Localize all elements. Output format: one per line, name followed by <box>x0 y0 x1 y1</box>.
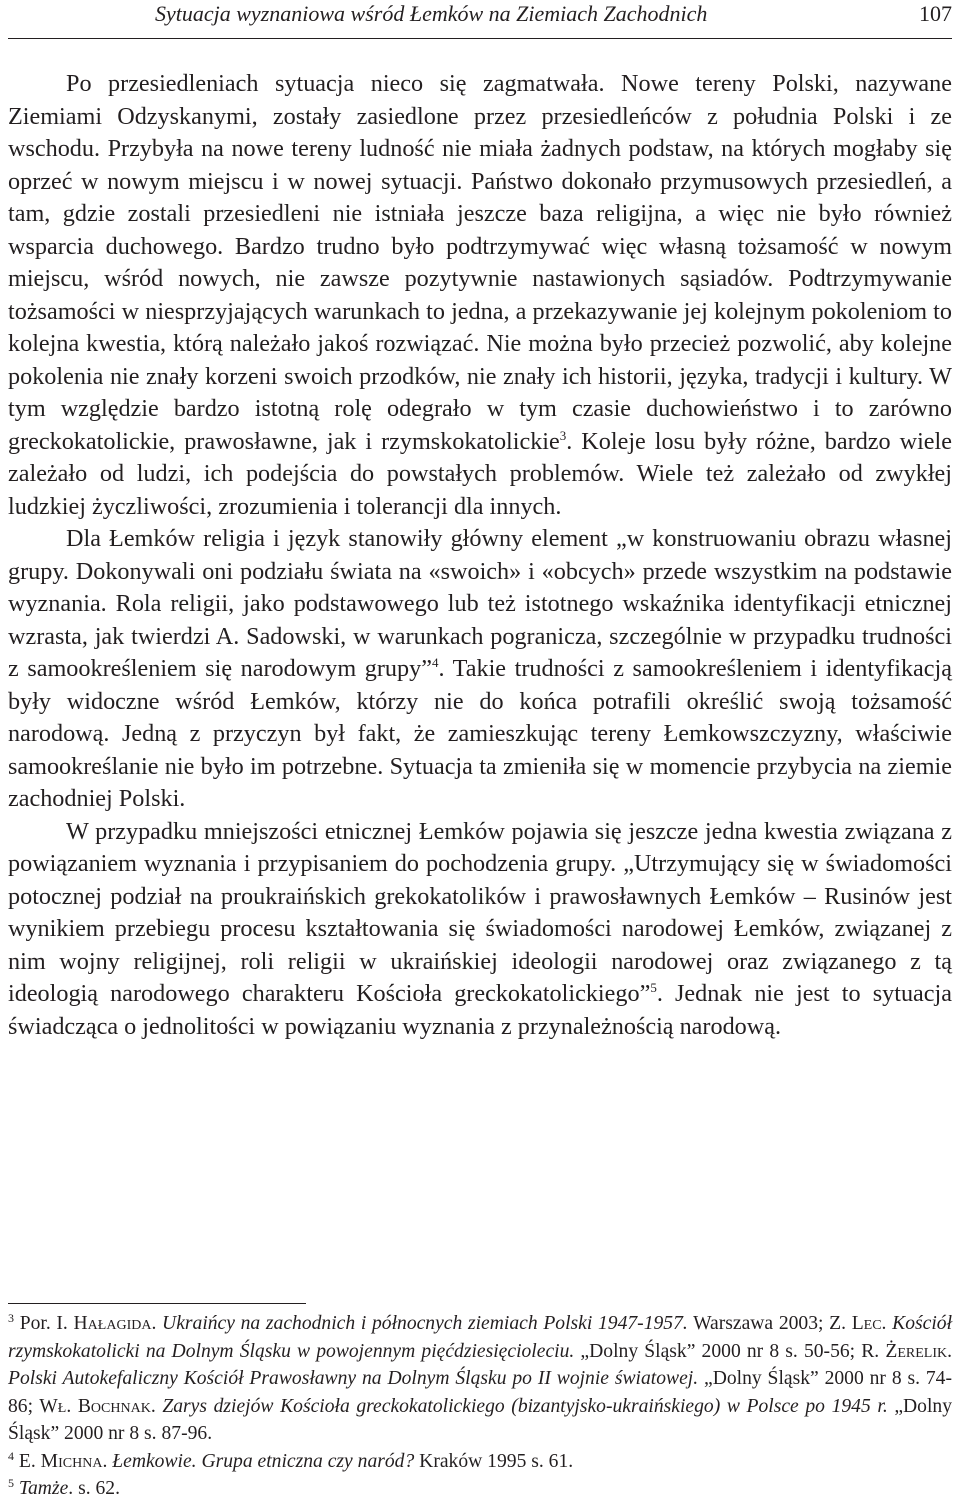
main-text <box>8 68 952 1043</box>
footnote <box>8 1448 952 1476</box>
footnote-text: Por. I. <box>14 1313 74 1334</box>
paragraph <box>8 523 952 816</box>
running-title: Sytuacja wyznaniowa wśród Łemków na Ziemiach Zachodnich <box>155 1 708 26</box>
footnote-number: 3 <box>8 1311 14 1325</box>
footnote <box>8 1475 952 1503</box>
footnote <box>8 1310 952 1448</box>
footnote-text: „Dolny Śląsk” 2000 nr 8 s. 87-96. <box>8 1395 953 1444</box>
paragraph <box>8 816 952 1044</box>
footnote-text: Kraków 1995 s. 61. <box>414 1450 574 1472</box>
work-title: Tamże <box>18 1478 69 1499</box>
author-name: Lec <box>851 1313 882 1334</box>
footnotes <box>8 1310 952 1503</box>
work-title: Łemkowie. Grupa etniczna czy naród? <box>112 1450 415 1472</box>
work-title: Kościół rzymskokatolicki na Dolnym Śląsku w powojennym pięćdziesięcioleciu. <box>8 1313 953 1362</box>
footnote-text: „Dolny Śląsk” 2000 nr 8 s. 50-56; R. <box>574 1340 886 1362</box>
paragraph-text: . Koleje losu były różne, bardzo wiele zależało od ludzi, ich podejścia do powstałych problemów. Wiele też zależało od zwykłej ludzkiej życzliwości, zrozumienia i tolerancji dla innych. <box>8 427 952 520</box>
paragraph-text: W przypadku mniejszości etnicznej Łemków pojawia się jeszcze jedna kwestia związana z powiązaniem wyznania i przypisaniem do pochodzenia grupy. „Utrzymujący się w świadomości potocznej podział na proukraińskich grekokatolików i prawosławnych Łemków – Rusinów jest wynikiem przebiegu procesu kształtowania się świadomości narodowej Łemków, związanej z nim wojny religijnej, roli religii w ukraińskiej ideologii narodowej oraz związanego z tą ideologią narodowego charakteru Kościoła greckokatolickiego” <box>8 817 952 1007</box>
footnote-text: . <box>150 1395 163 1417</box>
footnote-text: . s. 62. <box>68 1478 120 1499</box>
footnote-ref: 5 <box>650 980 657 995</box>
paragraph-text: . Takie trudności z samookreśleniem i identyfikacją były widoczne wśród Łemków, którzy nie do końca potrafili określić swoją tożsamość narodową. Jedną z przyczyn był fakt, że zamieszkując tereny Łemkowszczyzny, właściwie samookreślanie nie było im potrzebne. Sytuacja ta zmieniła się w momencie przybycia na ziemie zachodniej Polski. <box>8 655 952 812</box>
footnote-ref: 4 <box>431 655 439 670</box>
work-title: Ukraińcy na zachodnich i północnych ziemiach Polski 1947-1957. <box>162 1313 688 1334</box>
footnote-number: 5 <box>8 1476 14 1490</box>
paragraph <box>8 68 952 523</box>
footnote-text: . <box>151 1313 163 1334</box>
footnote-text: . <box>947 1340 952 1362</box>
footnote-text: Warszawa 2003; Z. <box>687 1313 852 1334</box>
work-title: Zarys dziejów Kościoła greckokatolickiego (bizantyjsko-ukraińskiego) w Polsce po 1945 r. <box>162 1395 888 1417</box>
footnote-number: 4 <box>8 1448 14 1463</box>
author-name: Michna <box>40 1450 103 1472</box>
author-name: Hałagida <box>73 1313 152 1334</box>
footnote-separator <box>8 1303 306 1304</box>
paragraph-text: . Jednak nie jest to sytuacja świadcząca o jednolitości w powiązaniu wyznania z przynależnością narodową. <box>8 980 952 1040</box>
footnote-text: E. <box>14 1450 41 1472</box>
footnote-text: . <box>881 1313 893 1334</box>
running-header <box>8 0 952 39</box>
paragraph-text: Dla Łemków religia i język stanowiły główny element „w konstruowaniu obrazu własnej grupy. Dokonywali oni podziału świata na «swoich» i «obcych» przede wszystkim na podstawie wyznania. Rola religii, jako podstawowego lub też istotnego wskaźnika identyfikacji etnicznej wzrasta, jak twierdzi A. Sadowski, w warunkach pogranicza, szczególnie w przypadku trudności z samookreśleniem się narodowym grupy” <box>8 525 952 682</box>
footnote-text: . <box>102 1450 113 1472</box>
page-number: 107 <box>919 1 952 26</box>
footnote-ref: 3 <box>559 427 567 443</box>
work-title: Polski Autokefaliczny Kościół Prawosławny na Dolnym Śląsku po II wojnie światowej. <box>8 1368 699 1389</box>
paragraph-text: Po przesiedleniach sytuacja nieco się zagmatwała. Nowe tereny Polski, nazywane Ziemiami Odzyskanymi, zostały zasiedlone przez przesiedleńców z południa Polski i ze wschodu. Przybyła na nowe tereny ludność nie miała żadnych podstaw, na których mogłaby się oprzeć w nowym miejscu i w nowej sytuacji. Państwo dokonało przymusowych przesiedleń, a tam, gdzie zostali przesiedleni nie istniała jeszcze baza religijna, a więc nie było również wsparcia duchowego. Bardzo trudno było podtrzymywać więc własną tożsamość w nowym miejscu, wśród nowych, nie zawsze pozytywnie nastawionych sąsiadów. Podtrzymywanie tożsamości w niesprzyjających warunkach to jedna, a przekazywanie jej kolejnym pokoleniom to kolejna kwestia, którą należało jakoś rozwiązać. Nie można było przecież pozwolić, aby kolejne pokolenia nie znały korzeni swoich przodków, nie znały ich historii, języka, tradycji i kultury. W tym względzie bardzo istotną rolę odegrało w tym czasie duchowieństwo i to zarówno greckokatolickie, prawosławne, jak i rzymskokatolickie <box>8 70 952 455</box>
footnote-text: „Dolny Śląsk” 2000 nr 8 s. 74-86; W <box>8 1368 952 1417</box>
author-name: Żerelik <box>885 1340 948 1362</box>
author-name: ł. Bochnak <box>57 1395 151 1417</box>
